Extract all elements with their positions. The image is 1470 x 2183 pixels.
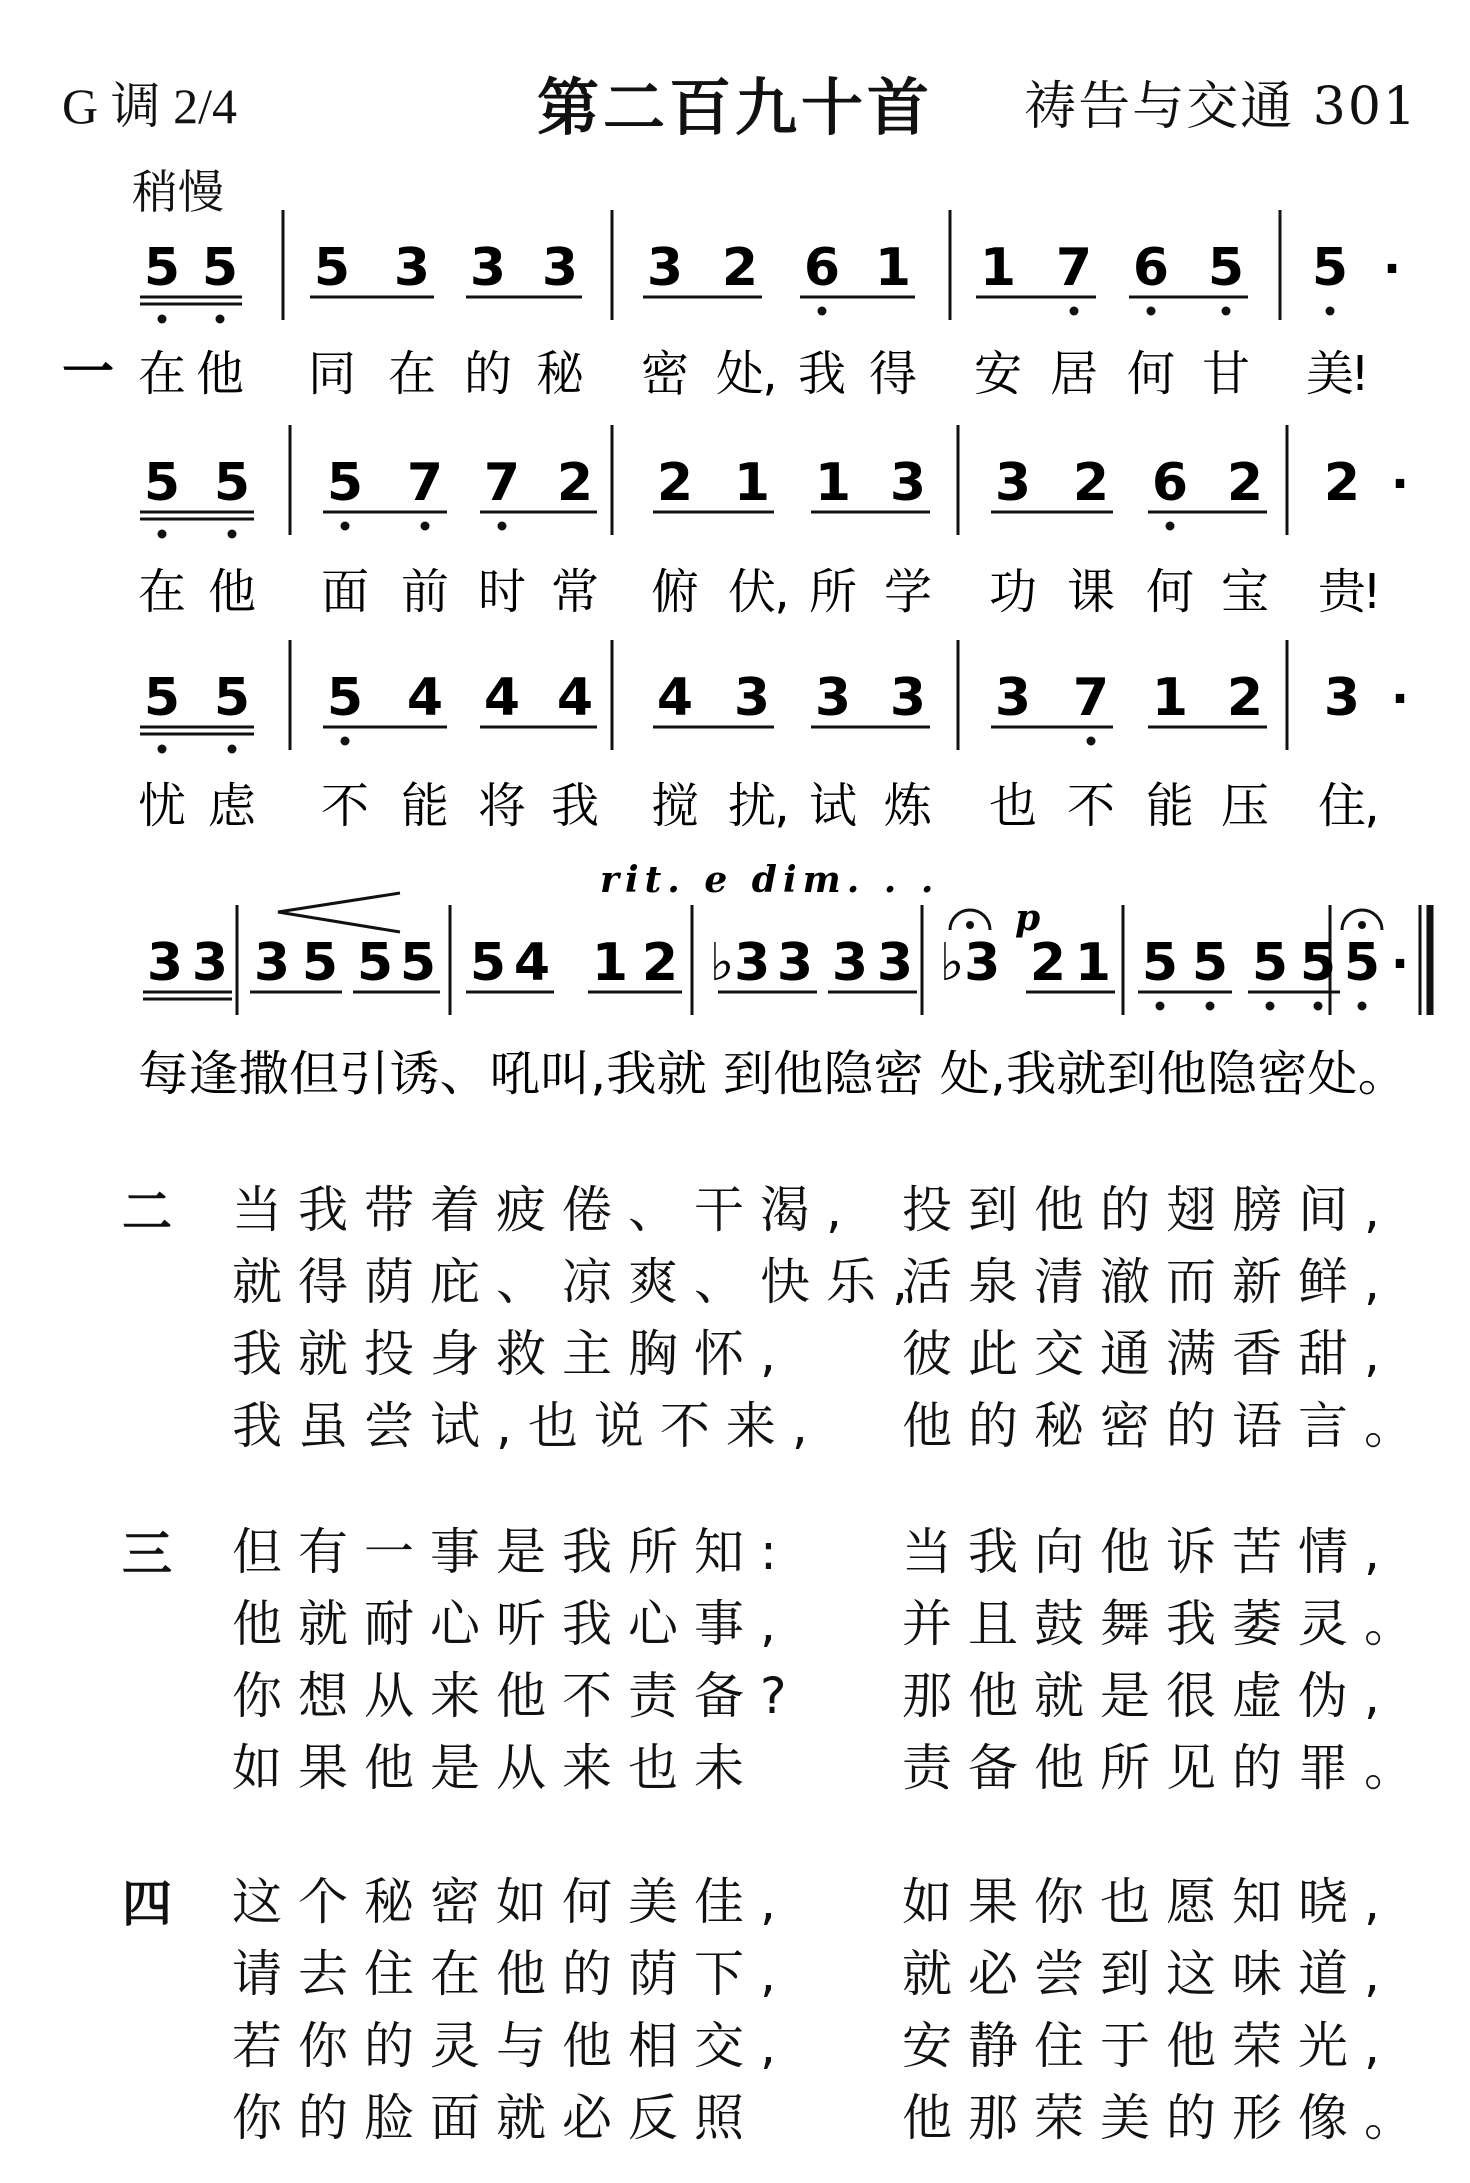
lyric-char: , xyxy=(762,346,778,402)
note: 5 xyxy=(399,933,437,993)
lyric-char: 得 xyxy=(868,346,918,402)
lyric-char: 也 xyxy=(988,778,1038,834)
lyric-char: 扰 xyxy=(727,778,777,834)
note: 5 xyxy=(326,668,364,728)
lyric-char: 所 xyxy=(808,564,858,620)
note: 1 xyxy=(1074,933,1112,993)
verse-number: 四 xyxy=(122,1875,172,1933)
lyric-char: 何 xyxy=(1126,346,1176,402)
note: 5 xyxy=(1251,933,1289,993)
lyric-char: 能 xyxy=(400,778,450,834)
note: 2 xyxy=(1226,668,1264,728)
verse-line-first-half: 就得荫庇、凉爽、快乐, xyxy=(232,1253,924,1311)
lyric-char: 课 xyxy=(1066,564,1116,620)
note: 5 xyxy=(143,453,181,513)
lyric-char: , xyxy=(1364,778,1380,834)
note: 5 xyxy=(1191,933,1229,993)
note: 6 xyxy=(1132,238,1170,298)
note: 2 xyxy=(1072,453,1110,513)
note: 5 xyxy=(301,933,339,993)
note: 5 xyxy=(143,668,181,728)
duration-dot: · xyxy=(1382,241,1402,297)
octave-dot-below xyxy=(216,315,225,324)
note: 5 xyxy=(1207,238,1245,298)
page-title: 第二百九十首 xyxy=(536,71,933,144)
note: 5 xyxy=(1311,238,1349,298)
note: 5 xyxy=(313,238,351,298)
lyric-char: 密 xyxy=(640,346,690,402)
lyric-char: 俯 xyxy=(650,564,700,620)
duration-dot: · xyxy=(1390,671,1410,727)
octave-dot-below xyxy=(1166,522,1175,531)
note: 2 xyxy=(1029,933,1067,993)
lyric-char: 试 xyxy=(808,778,858,834)
note: 4 xyxy=(556,668,594,728)
lyric-char: 秘 xyxy=(535,346,585,402)
lyric-char: 伏 xyxy=(727,564,777,620)
octave-dot-below xyxy=(158,315,167,324)
octave-dot-below xyxy=(1156,1002,1165,1011)
fermata-dot xyxy=(1358,921,1366,929)
octave-dot-below xyxy=(1222,307,1231,316)
lyric-char: , xyxy=(774,564,790,620)
note: 3 xyxy=(876,933,914,993)
note: 7 xyxy=(1072,668,1110,728)
note: ♭3 xyxy=(939,933,1001,993)
lyric-char: 虑 xyxy=(207,778,257,834)
note: 1 xyxy=(591,933,629,993)
octave-dot-below xyxy=(498,522,507,531)
note: 3 xyxy=(994,453,1032,513)
octave-dot-below xyxy=(158,745,167,754)
note: 4 xyxy=(406,668,444,728)
octave-dot-below xyxy=(1266,1002,1275,1011)
note: 3 xyxy=(733,668,771,728)
verse-line-second-half: 当我向他诉苦情, xyxy=(902,1523,1396,1581)
lyric-char: 何 xyxy=(1145,564,1195,620)
octave-dot-below xyxy=(228,745,237,754)
dynamics-rit: rit. e dim. . . xyxy=(600,859,940,901)
octave-dot-below xyxy=(158,530,167,539)
note: 1 xyxy=(814,453,852,513)
dynamics-p: p xyxy=(1015,897,1041,939)
note: 4 xyxy=(656,668,694,728)
octave-dot-below xyxy=(228,530,237,539)
note: 3 xyxy=(146,933,184,993)
lyric-char: 在 xyxy=(137,346,187,402)
note: 3 xyxy=(776,933,814,993)
note: 1 xyxy=(1151,668,1189,728)
octave-dot-below xyxy=(1326,307,1335,316)
lyric-char: 在 xyxy=(387,346,437,402)
note: 5 xyxy=(213,668,251,728)
verse-line-first-half: 我就投身救主胸怀, xyxy=(232,1325,792,1383)
lyric-char: 甘 xyxy=(1201,346,1251,402)
note: 7 xyxy=(483,453,521,513)
lyric-line: 每逢撒但引诱、吼叫,我就 到他隐密 处,我就到他隐密处。 xyxy=(138,1046,1408,1102)
note: 1 xyxy=(979,238,1017,298)
verse-line-second-half: 他那荣美的形像。 xyxy=(902,2089,1430,2147)
verse-line-first-half: 请去住在他的荫下, xyxy=(232,1945,792,2003)
verse-line-second-half: 他的秘密的语言。 xyxy=(902,1397,1430,1455)
note: 2 xyxy=(656,453,694,513)
octave-dot-below xyxy=(1070,307,1079,316)
lyric-char: 炼 xyxy=(883,778,933,834)
lyric-char: 居 xyxy=(1049,346,1099,402)
lyric-char: 忧 xyxy=(137,778,187,834)
octave-dot-below xyxy=(1147,307,1156,316)
verse-line-second-half: 就必尝到这味道, xyxy=(902,1945,1396,2003)
note: 3 xyxy=(889,668,927,728)
key-time-signature: G 调 2/4 xyxy=(62,78,237,134)
note: 3 xyxy=(814,668,852,728)
note: 7 xyxy=(1055,238,1093,298)
note: 3 xyxy=(831,933,869,993)
verse-number: 三 xyxy=(122,1525,172,1583)
lyric-char: 处 xyxy=(715,346,765,402)
verse-line-first-half: 但有一事是我所知: xyxy=(232,1523,793,1581)
note: 2 xyxy=(556,453,594,513)
verse-line-first-half: 如果他是从来也未 xyxy=(232,1739,760,1797)
verse-line-first-half: 我虽尝试,也说不来, xyxy=(232,1397,824,1455)
note: 4 xyxy=(513,933,551,993)
verse-line-first-half: 当我带着疲倦、干渴, xyxy=(232,1181,858,1239)
lyric-char: 搅 xyxy=(650,778,700,834)
fermata-dot xyxy=(966,921,974,929)
note: 2 xyxy=(641,933,679,993)
note: 5 xyxy=(213,453,251,513)
note: ♭3 xyxy=(709,933,771,993)
verse-line-first-half: 他就耐心听我心事, xyxy=(232,1595,792,1653)
lyric-char: 我 xyxy=(797,346,847,402)
note: 1 xyxy=(874,238,912,298)
duration-dot: · xyxy=(1390,456,1410,512)
lyric-char: ! xyxy=(1350,346,1370,402)
lyric-char: 不 xyxy=(320,778,370,834)
lyric-char: 压 xyxy=(1220,778,1270,834)
lyric-char: 他 xyxy=(207,564,257,620)
note: 3 xyxy=(994,668,1032,728)
octave-dot-below xyxy=(421,522,430,531)
note: 5 xyxy=(1299,933,1337,993)
lyric-char: 不 xyxy=(1066,778,1116,834)
note: 4 xyxy=(483,668,521,728)
note: 5 xyxy=(1343,933,1381,993)
verse-line-first-half: 若你的灵与他相交, xyxy=(232,2017,792,2075)
verse-label: 一 xyxy=(61,343,115,403)
tempo-marking: 稍慢 xyxy=(132,165,224,219)
lyric-char: 宝 xyxy=(1220,564,1270,620)
lyric-char: 功 xyxy=(988,564,1038,620)
note: 3 xyxy=(191,933,229,993)
note: 3 xyxy=(646,238,684,298)
verse-line-second-half: 并且鼓舞我萎灵。 xyxy=(902,1595,1430,1653)
octave-dot-below xyxy=(1206,1002,1215,1011)
verse-line-second-half: 责备他所见的罪。 xyxy=(902,1739,1430,1797)
note: 3 xyxy=(253,933,291,993)
lyric-char: 前 xyxy=(400,564,450,620)
note: 5 xyxy=(143,238,181,298)
octave-dot-below xyxy=(1314,1002,1323,1011)
lyric-char: 的 xyxy=(463,346,513,402)
note: 5 xyxy=(201,238,239,298)
verse-line-second-half: 安静住于他荣光, xyxy=(902,2017,1396,2075)
verse-line-second-half: 投到他的翅膀间, xyxy=(902,1181,1396,1239)
verse-line-second-half: 活泉清澈而新鲜, xyxy=(902,1253,1396,1311)
lyric-char: 在 xyxy=(137,564,187,620)
note: 1 xyxy=(733,453,771,513)
verse-line-second-half: 那他就是很虚伪, xyxy=(902,1667,1396,1725)
lyric-char: 贵 xyxy=(1317,564,1367,620)
octave-dot-below xyxy=(1087,737,1096,746)
octave-dot-below xyxy=(1358,1002,1367,1011)
crescendo-hairpin xyxy=(278,893,400,932)
verse-line-second-half: 彼此交通满香甜, xyxy=(902,1325,1396,1383)
note: 7 xyxy=(406,453,444,513)
lyric-char: 学 xyxy=(883,564,933,620)
octave-dot-below xyxy=(818,307,827,316)
octave-dot-below xyxy=(341,737,350,746)
note: 3 xyxy=(889,453,927,513)
duration-dot: · xyxy=(1390,936,1410,992)
lyric-char: 能 xyxy=(1145,778,1195,834)
lyric-char: 时 xyxy=(477,564,527,620)
note: 2 xyxy=(1226,453,1264,513)
verse-number: 二 xyxy=(122,1183,172,1241)
note: 5 xyxy=(326,453,364,513)
lyric-char: 同 xyxy=(307,346,357,402)
note: 5 xyxy=(1141,933,1179,993)
note: 3 xyxy=(1323,668,1361,728)
section-reference: 祷告与交通 301 xyxy=(1024,77,1418,137)
lyric-char: ! xyxy=(1362,564,1382,620)
verse-line-first-half: 你想从来他不责备? xyxy=(232,1667,803,1725)
note: 3 xyxy=(393,238,431,298)
lyric-char: 将 xyxy=(477,778,527,834)
lyric-char: 常 xyxy=(550,564,600,620)
lyric-char: , xyxy=(774,778,790,834)
octave-dot-below xyxy=(341,522,350,531)
verse-line-second-half: 如果你也愿知晓, xyxy=(902,1873,1396,1931)
note: 6 xyxy=(803,238,841,298)
lyric-char: 美 xyxy=(1305,346,1355,402)
note: 5 xyxy=(356,933,394,993)
lyric-char: 住 xyxy=(1317,778,1367,834)
lyric-char: 安 xyxy=(973,346,1023,402)
lyric-char: 他 xyxy=(195,346,245,402)
lyric-char: 面 xyxy=(320,564,370,620)
note: 3 xyxy=(469,238,507,298)
note: 2 xyxy=(721,238,759,298)
note: 2 xyxy=(1323,453,1361,513)
note: 3 xyxy=(541,238,579,298)
note: 6 xyxy=(1151,453,1189,513)
note: 5 xyxy=(469,933,507,993)
verse-line-first-half: 你的脸面就必反照 xyxy=(232,2089,760,2147)
lyric-char: 我 xyxy=(550,778,600,834)
verse-line-first-half: 这个秘密如何美佳, xyxy=(232,1873,792,1931)
